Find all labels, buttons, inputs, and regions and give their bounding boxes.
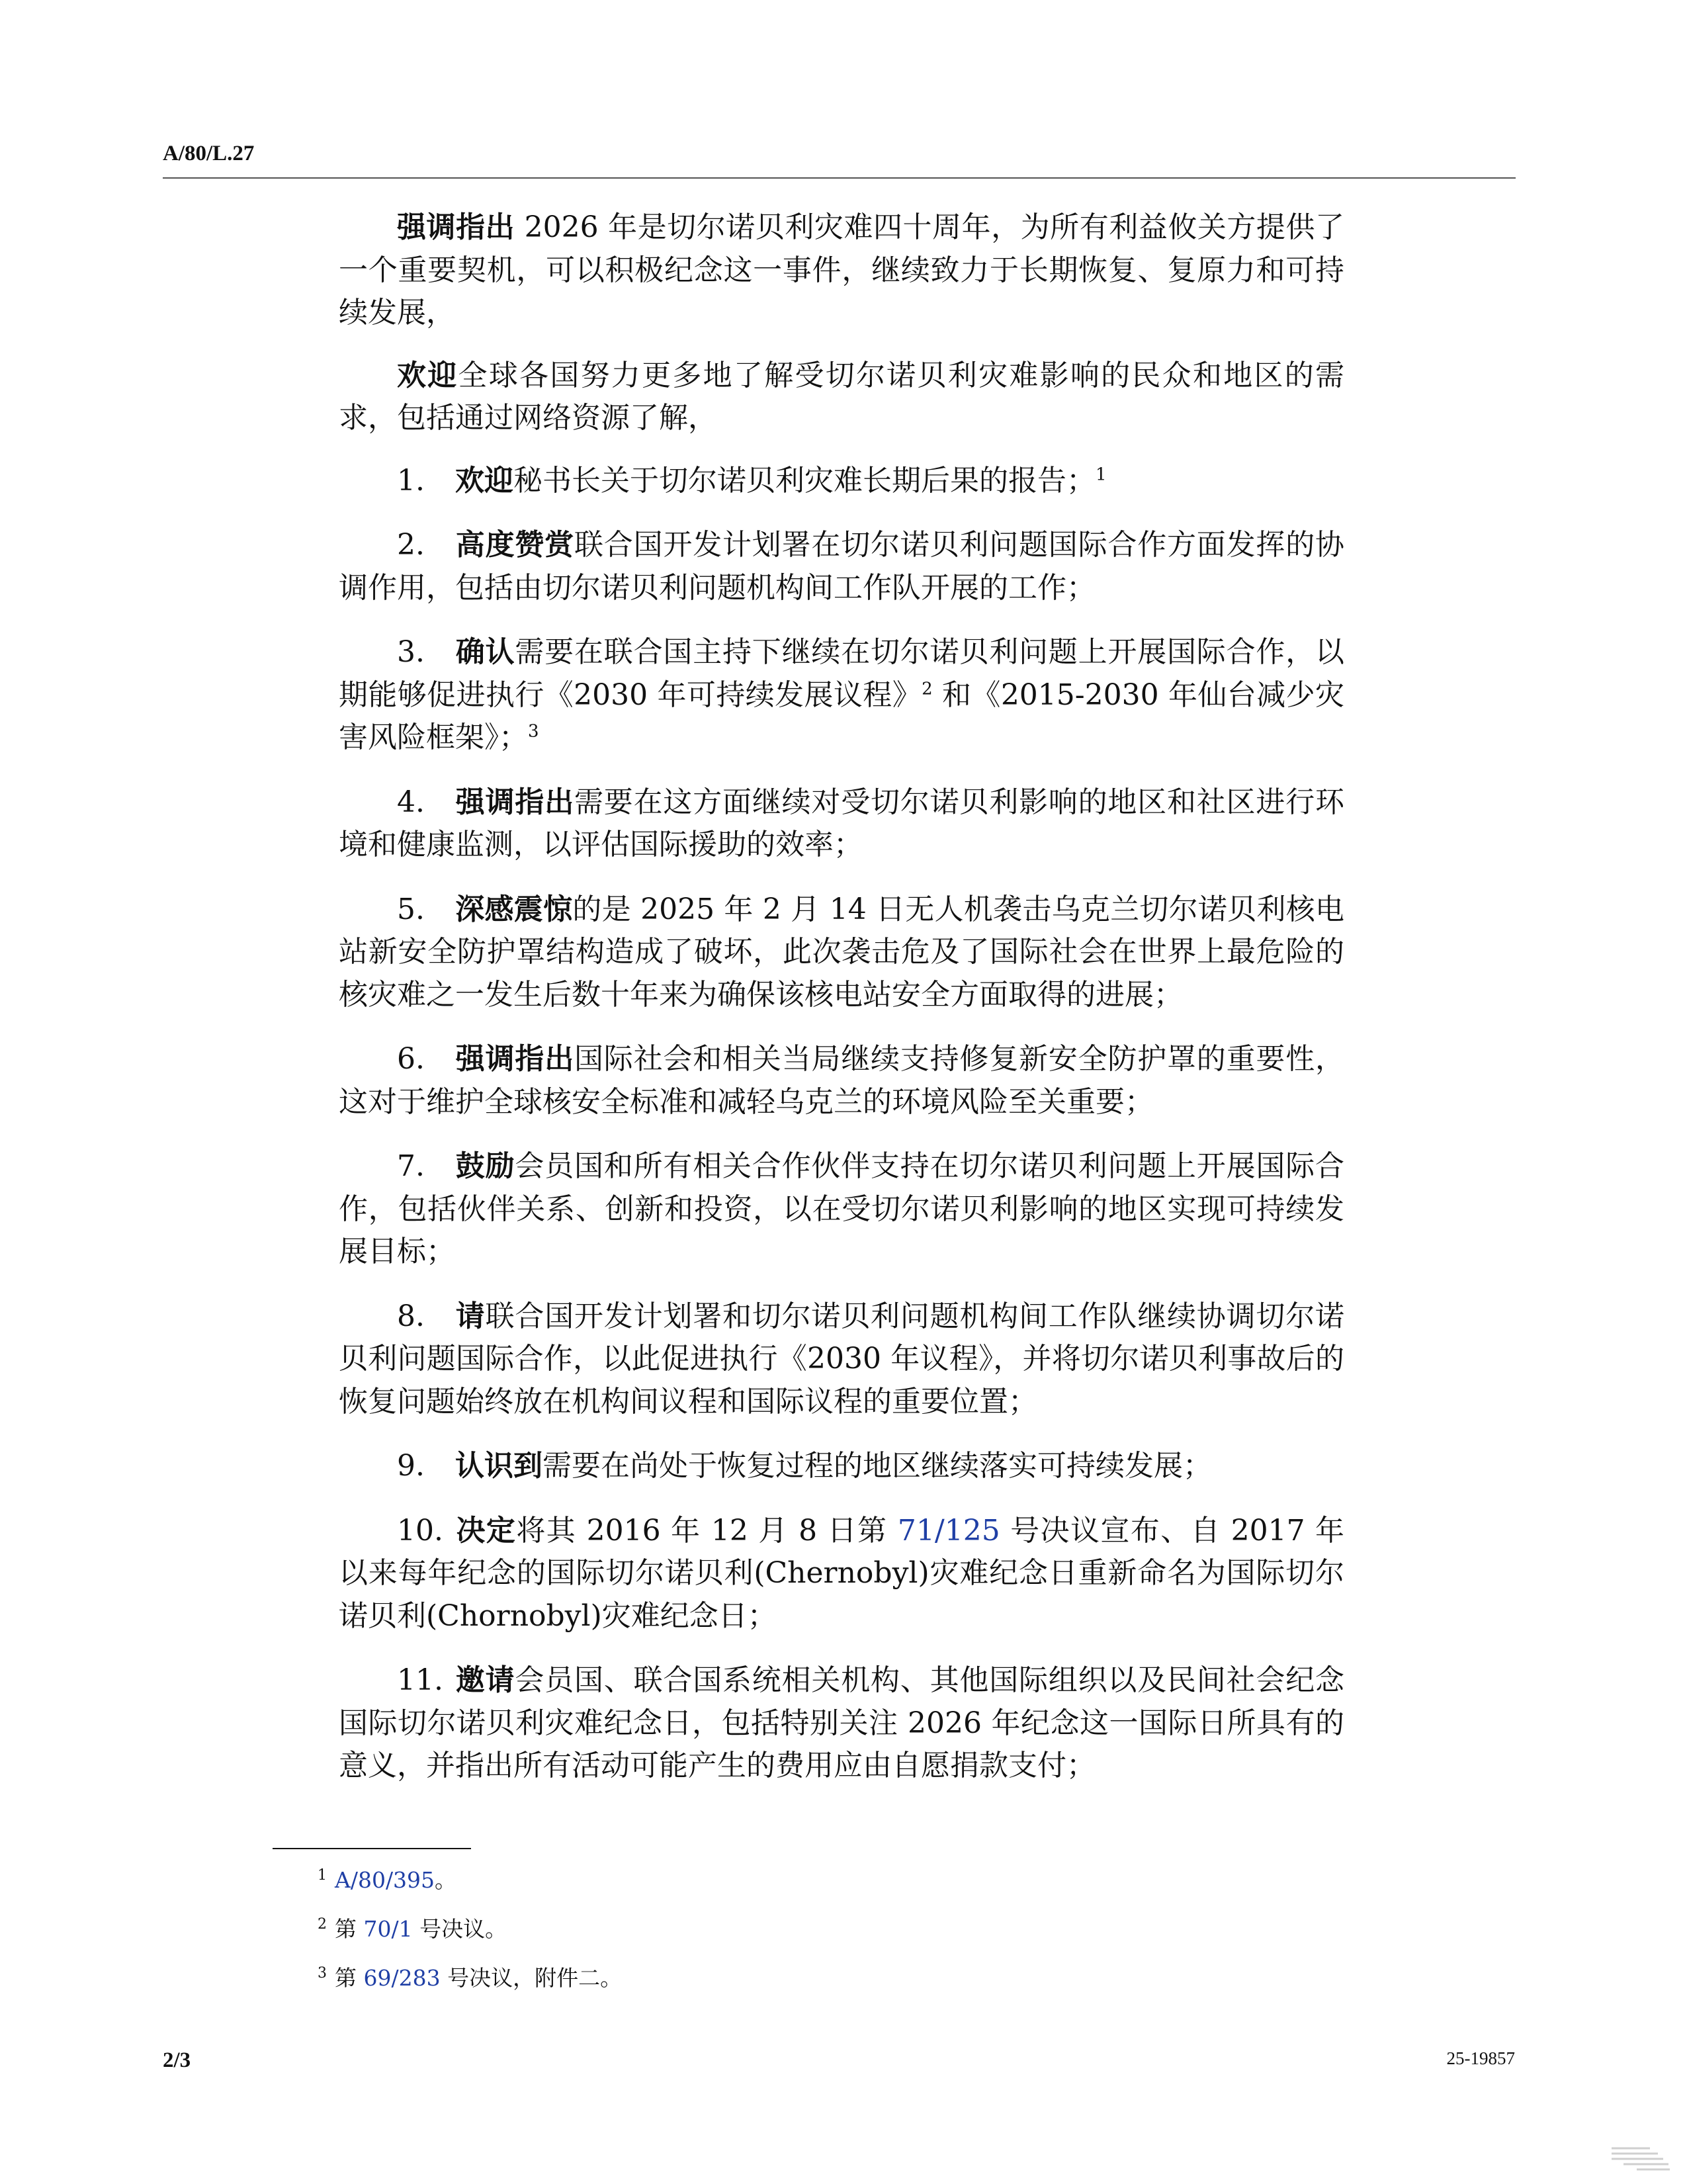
preamble-keyword: 欢迎	[397, 358, 458, 392]
operative-text: 会员国和所有相关合作伙伴支持在切尔诺贝利问题上开展国际合作，包括伙伴关系、创新和投资，以在受切尔诺贝利影响的地区实现可持续发展目标；	[339, 1149, 1345, 1268]
operative-keyword: 强调指出	[455, 785, 574, 819]
paragraph-number: 4.	[397, 785, 425, 819]
operative-keyword: 请	[455, 1299, 486, 1333]
operative-text: 秘书长关于切尔诺贝利灾难长期后果的报告；	[513, 463, 1096, 498]
operative-paragraph-6	[339, 1038, 1344, 1123]
preamble-paragraph	[339, 206, 1344, 335]
operative-text: 需要在联合国主持下继续在切尔诺贝利问题上开展国际合作，以期能够促进执行《2030 年可持续发展议程》	[339, 635, 1345, 712]
preamble-paragraph	[339, 355, 1344, 440]
preamble-text: 全球各国努力更多地了解受切尔诺贝利灾难影响的民众和地区的需求，包括通过网络资源了解，	[339, 358, 1345, 435]
footnotes	[318, 1866, 1310, 2013]
operative-keyword: 鼓励	[455, 1149, 515, 1183]
preamble-text: 2026 年是切尔诺贝利灾难四十周年，为所有利益攸关方提供了一个重要契机，可以积极纪念这一事件，继续致力于长期恢复、复原力和可持续发展，	[339, 210, 1344, 329]
operative-text: 需要在尚处于恢复过程的地区继续落实可持续发展；	[542, 1449, 1212, 1483]
document-symbol: A/80/L.27	[163, 142, 255, 165]
operative-keyword: 决定	[455, 1513, 517, 1548]
paragraph-number: 2.	[397, 528, 425, 562]
paragraph-number: 10.	[397, 1513, 443, 1548]
operative-paragraph-1	[339, 460, 1344, 503]
footnote-link[interactable]: A/80/395	[335, 1867, 435, 1893]
footnote-ref[interactable]: 1	[1096, 464, 1107, 484]
operative-paragraph-7	[339, 1145, 1344, 1274]
operative-text: 和《2015-2030 年仙台减少灾害风险框架》；	[339, 677, 1344, 754]
footnote-2	[318, 1915, 1310, 1944]
footnote-mark: 3	[318, 1965, 327, 1982]
operative-text: 号决议宣布、自 2017 年以来每年纪念的国际切尔诺贝利(Chernobyl)灾难纪念日重新命名为国际切尔诺贝利(Chornobyl)灾难纪念日；	[339, 1513, 1345, 1633]
operative-keyword: 深感震惊	[455, 892, 573, 926]
paragraph-number: 7.	[397, 1149, 425, 1183]
operative-keyword: 欢迎	[455, 463, 513, 498]
operative-keyword: 认识到	[455, 1449, 542, 1483]
operative-text: 需要在这方面继续对受切尔诺贝利影响的地区和社区进行环境和健康监测，以评估国际援助的效率；	[339, 785, 1344, 861]
footnote-text: 第	[335, 1916, 364, 1942]
footnote-1	[318, 1866, 1310, 1895]
document-body	[339, 206, 1344, 1810]
resolution-link[interactable]: 71/125	[897, 1513, 1000, 1548]
paragraph-number: 5.	[397, 892, 425, 926]
operative-keyword: 确认	[455, 635, 515, 669]
operative-paragraph-4	[339, 781, 1344, 867]
paragraph-number: 6.	[397, 1042, 425, 1076]
operative-paragraph-3	[339, 631, 1344, 760]
operative-paragraph-11	[339, 1659, 1344, 1788]
document-code: 25-19857	[1446, 2048, 1515, 2068]
footnote-mark: 1	[318, 1867, 327, 1884]
footnote-link[interactable]: 69/283	[363, 1965, 441, 1991]
paragraph-number: 8.	[397, 1299, 425, 1333]
footnote-link[interactable]: 70/1	[363, 1916, 413, 1942]
scan-watermark-icon	[1610, 2144, 1671, 2172]
operative-keyword: 强调指出	[455, 1042, 574, 1076]
footnote-text: 号决议，附件二。	[440, 1965, 623, 1991]
paragraph-number: 11.	[397, 1663, 443, 1697]
operative-paragraph-2	[339, 524, 1344, 609]
operative-text: 会员国、联合国系统相关机构、其他国际组织以及民间社会纪念国际切尔诺贝利灾难纪念日，包括特别关注 2026 年纪念这一国际日所具有的意义，并指出所有活动可能产生的费用应由自愿捐款支付；	[339, 1663, 1345, 1782]
operative-text: 联合国开发计划署在切尔诺贝利问题国际合作方面发挥的协调作用，包括由切尔诺贝利问题机构间工作队开展的工作；	[339, 528, 1344, 605]
footnote-3	[318, 1964, 1310, 1993]
page-number: 2/3	[163, 2048, 191, 2072]
operative-keyword: 邀请	[455, 1663, 515, 1697]
operative-text: 联合国开发计划署和切尔诺贝利问题机构间工作队继续协调切尔诺贝利问题国际合作，以此促进执行《2030 年议程》，并将切尔诺贝利事故后的恢复问题始终放在机构间议程和国际议程的重要位置；	[339, 1299, 1345, 1419]
operative-paragraph-10	[339, 1510, 1344, 1638]
preamble-keyword: 强调指出	[397, 210, 515, 244]
footnote-mark: 2	[318, 1916, 327, 1933]
operative-text: 的是 2025 年 2 月 14 日无人机袭击乌克兰切尔诺贝利核电站新安全防护罩结构造成了破坏，此次袭击危及了国际社会在世界上最危险的核灾难之一发生后数十年来为确保该核电站安全方面取得的进展；	[339, 892, 1344, 1012]
paragraph-number: 3.	[397, 635, 425, 669]
operative-paragraph-5	[339, 889, 1344, 1017]
footnote-text: 号决议。	[412, 1916, 507, 1942]
footnote-ref[interactable]: 2	[922, 678, 933, 699]
operative-text: 国际社会和相关当局继续支持修复新安全防护罩的重要性，这对于维护全球核安全标准和减轻乌克兰的环境风险至关重要；	[339, 1042, 1344, 1119]
operative-paragraph-8	[339, 1295, 1344, 1424]
operative-text: 将其 2016 年 12 月 8 日第	[516, 1513, 898, 1548]
operative-paragraph-9	[339, 1445, 1344, 1488]
footnote-divider	[273, 1848, 471, 1849]
footnote-text: 。	[435, 1867, 457, 1893]
paragraph-number: 1.	[397, 463, 425, 498]
header-divider	[163, 177, 1516, 179]
footnote-ref[interactable]: 3	[528, 721, 539, 742]
operative-keyword: 高度赞赏	[455, 528, 574, 562]
paragraph-number: 9.	[397, 1449, 425, 1483]
footnote-text: 第	[335, 1965, 364, 1991]
